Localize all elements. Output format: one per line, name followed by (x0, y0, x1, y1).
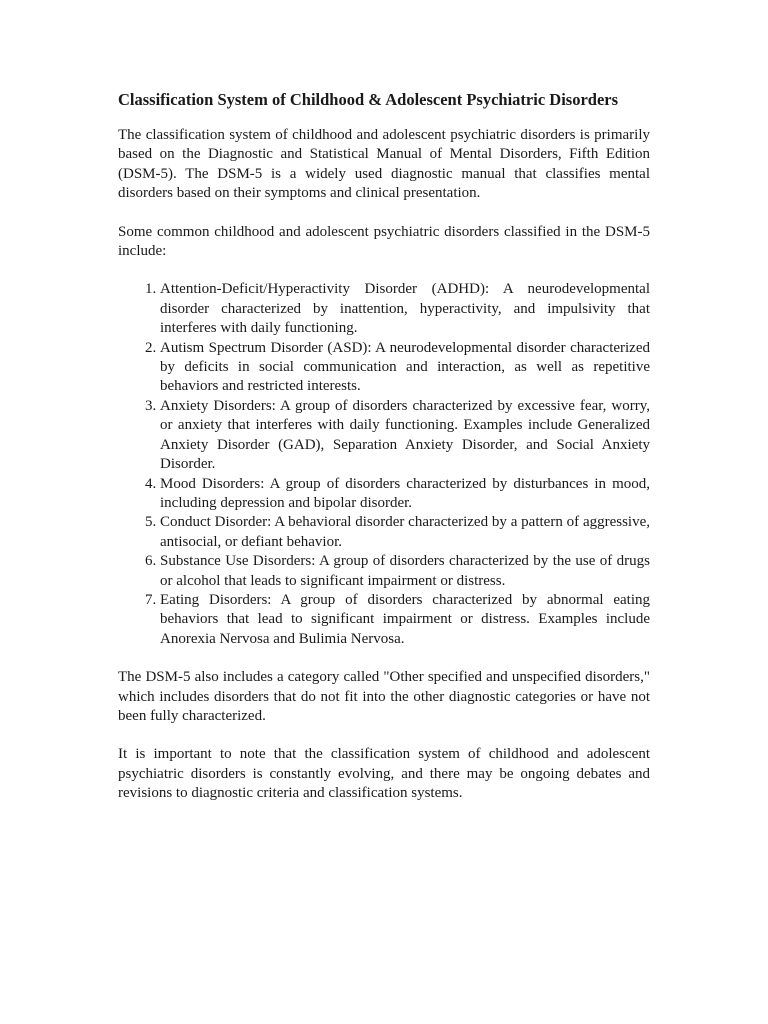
closing-paragraph: It is important to note that the classification system of childhood and adolescent psychiatric disorders is constantly evolving, and there may be ongoing debates and revisions to diagnostic criteria and classification systems. (118, 746, 650, 802)
list-intro-paragraph: Some common childhood and adolescent psychiatric disorders classified in the DSM-5 include: (118, 223, 650, 260)
other-disorders-paragraph: The DSM-5 also includes a category called "Other specified and unspecified disorders," which includes disorders that do not fit into the other diagnostic categories or have not been fully characterized. (118, 669, 650, 724)
intro-paragraph: The classification system of childhood and adolescent psychiatric disorders is primarily based on the Diagnostic and Statistical Manual of Mental Disorders, Fifth Edition (DSM-5). The DSM-5 is a widely used diagnostic manual that classifies mental disorders based on their symptoms and clinical presentation. (118, 127, 650, 202)
list-item: 5. Conduct Disorder: A behavioral disorder characterized by a pattern of aggressive, antisocial, or defiant behavior. (160, 513, 650, 552)
list-item: 4. Mood Disorders: A group of disorders characterized by disturbances in mood, including depression and bipolar disorder. (160, 475, 650, 514)
disorders-list (118, 280, 650, 649)
list-item: 3. Anxiety Disorders: A group of disorders characterized by excessive fear, worry, or anxiety that interferes with daily functioning. Examples include Generalized Anxiety Disorder (GAD), Separation Anxiety Disorder, and Social Anxiety Disorder. (160, 397, 650, 475)
list-item: 7. Eating Disorders: A group of disorders characterized by abnormal eating behaviors that lead to significant impairment or distress. Examples include Anorexia Nervosa and Bulimia Nervosa. (160, 591, 650, 649)
list-item: 6. Substance Use Disorders: A group of disorders characterized by the use of drugs or alcohol that leads to significant impairment or distress. (160, 552, 650, 591)
list-item: 2. Autism Spectrum Disorder (ASD): A neurodevelopmental disorder characterized by deficits in social communication and interaction, as well as repetitive behaviors and restricted interests. (160, 339, 650, 397)
document-title: Classification System of Childhood & Adolescent Psychiatric Disorders (118, 90, 619, 109)
list-item: 1. Attention-Deficit/Hyperactivity Disorder (ADHD): A neurodevelopmental disorder characterized by inattention, hyperactivity, and impulsivity that interferes with daily functioning. (160, 280, 650, 338)
document-page (118, 89, 650, 823)
